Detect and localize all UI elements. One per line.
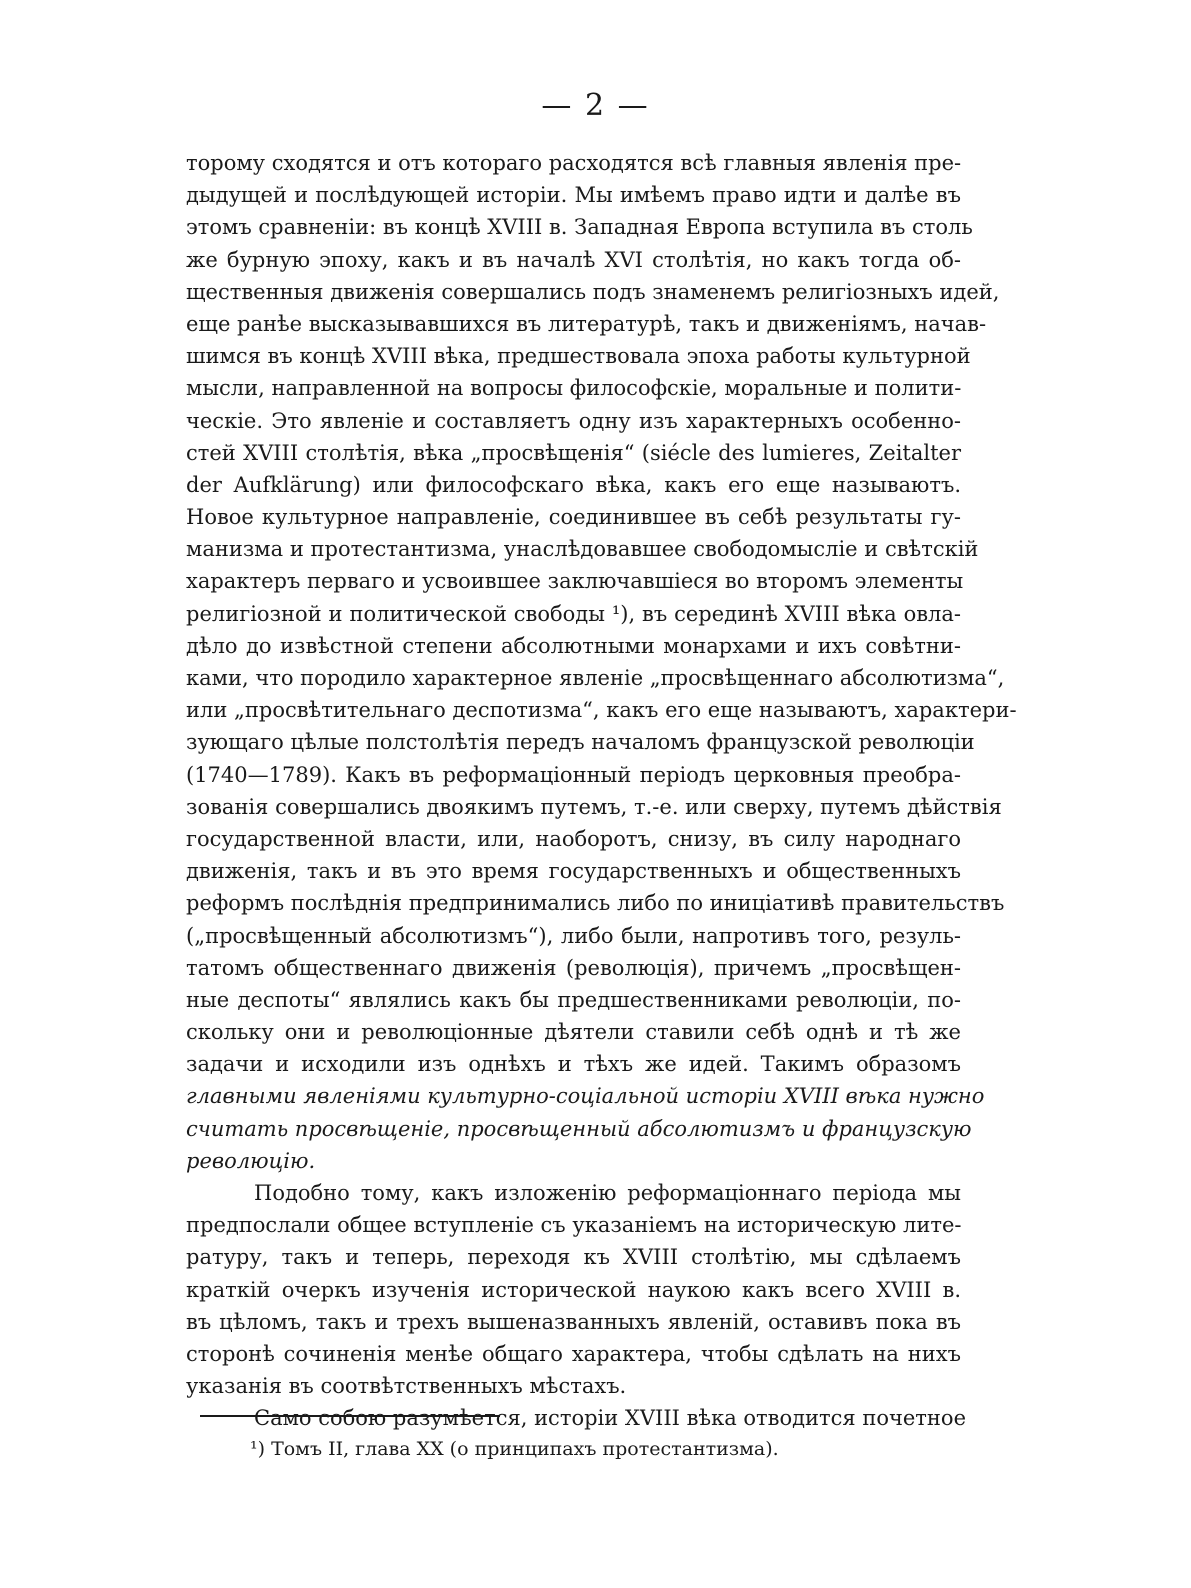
text-line: въ цѣломъ, такъ и трехъ вышеназванныхъ явленій, оставивъ пока въ	[186, 1309, 961, 1334]
paragraph-2	[186, 1177, 961, 1402]
text-line: движенія, такъ и въ это время государственныхъ и общественныхъ	[186, 859, 961, 884]
text-line-italic: революцію.	[186, 1148, 316, 1173]
page-number: — 2 —	[541, 88, 650, 123]
text-line: скольку они и революціонные дѣятели ставили себѣ однѣ и тѣ же	[186, 1020, 961, 1045]
text-line: религіозной и политической свободы ¹), въ серединѣ XVIII вѣка овла-	[186, 601, 961, 626]
text-line: стей XVIII столѣтія, вѣка „просвѣщенія“ (siécle des lumieres, Zeitalter	[186, 440, 961, 465]
text-line: зующаго цѣлые полстолѣтія передъ началомъ французской революціи	[186, 730, 975, 755]
text-line: сторонѣ сочиненія менѣе общаго характера, чтобы сдѣлать на нихъ	[186, 1341, 961, 1366]
footnote-divider	[200, 1415, 500, 1417]
text-line: ческіе. Это явленіе и составляетъ одну изъ характерныхъ особенно-	[186, 408, 961, 433]
text-line: ками, что породило характерное явленіе „просвѣщеннаго абсолютизма“,	[186, 666, 1005, 690]
text-line: щественныя движенія совершались подъ знаменемъ религіозныхъ идей,	[186, 279, 1000, 304]
text-line: же бурную эпоху, какъ и въ началѣ XVI столѣтія, но какъ тогда об-	[186, 247, 961, 272]
text-line: („просвѣщенный абсолютизмъ“), либо были, напротивъ того, резуль-	[186, 923, 961, 948]
paragraph-1	[186, 147, 1017, 1177]
text-line: (1740—1789). Какъ въ реформаціонный періодъ церковныя преобра-	[186, 762, 961, 787]
text-line: der Aufklärung) или философскаго вѣка, какъ его еще называютъ.	[186, 472, 961, 497]
text-line: Подобно тому, какъ изложенію реформаціоннаго періода мы	[254, 1181, 961, 1205]
main-text	[186, 147, 1017, 1435]
text-line: Само собою разумѣется, исторіи XVIII вѣка отводится почетное	[254, 1406, 966, 1431]
text-line-italic: главными явленіями культурно-соціальной исторіи XVIII вѣка нужно	[186, 1084, 985, 1109]
text-line: мысли, направленной на вопросы философскіе, моральные и полити-	[186, 376, 962, 401]
text-line: торому сходятся и отъ котораго расходятся всѣ главныя явленія пре-	[186, 151, 962, 175]
text-line: государственной власти, или, наоборотъ, снизу, въ силу народнаго	[186, 826, 961, 851]
text-line: ратуру, такъ и теперь, переходя къ XVIII столѣтію, мы сдѣлаемъ	[186, 1245, 961, 1270]
text-line: этомъ сравненіи: въ концѣ XVIII в. Западная Европа вступила въ столь	[186, 215, 973, 240]
text-line-italic: считать просвѣщеніе, просвѣщенный абсолютизмъ и французскую	[186, 1116, 972, 1141]
text-line: краткій очеркъ изученія исторической наукою какъ всего XVIII в.	[186, 1277, 961, 1302]
text-line: предпослали общее вступленіе съ указаніемъ на историческую лите-	[186, 1213, 962, 1238]
text-line: характеръ перваго и усвоившее заключавшіеся во второмъ элементы	[186, 569, 964, 594]
text-line: задачи и исходили изъ однѣхъ и тѣхъ же идей. Такимъ образомъ	[186, 1052, 961, 1077]
footnote: ¹) Томъ II, глава XX (о принципахъ протестантизма).	[250, 1438, 779, 1460]
text-line: ные деспоты“ являлись какъ бы предшественниками революціи, по-	[186, 987, 961, 1012]
text-line: манизма и протестантизма, унаслѣдовавшее свободомысліе и свѣтскій	[186, 537, 979, 562]
text-line: указанія въ соотвѣтственныхъ мѣстахъ.	[186, 1374, 627, 1399]
text-line: зованія совершались двоякимъ путемъ, т.-е. или сверху, путемъ дѣйствія	[186, 794, 1002, 819]
text-line: реформъ послѣднія предпринимались либо по иниціативѣ правительствъ	[186, 891, 1005, 916]
text-line: шимся въ концѣ XVIII вѣка, предшествовала эпоха работы культурной	[186, 344, 971, 369]
text-line: Новое культурное направленіе, соединившее въ себѣ результаты гу-	[186, 505, 961, 530]
text-line: или „просвѣтительнаго деспотизма“, какъ его еще называютъ, характери-	[186, 698, 1017, 723]
text-line: еще ранѣе высказывавшихся въ литературѣ, такъ и движеніямъ, начав-	[186, 311, 987, 336]
paragraph-3	[186, 1402, 966, 1434]
text-line: татомъ общественнаго движенія (революція), причемъ „просвѣщен-	[186, 955, 961, 980]
text-line: дѣло до извѣстной степени абсолютными монархами и ихъ совѣтни-	[186, 633, 961, 658]
text-line: дыдущей и послѣдующей исторіи. Мы имѣемъ право идти и далѣе въ	[186, 183, 961, 208]
